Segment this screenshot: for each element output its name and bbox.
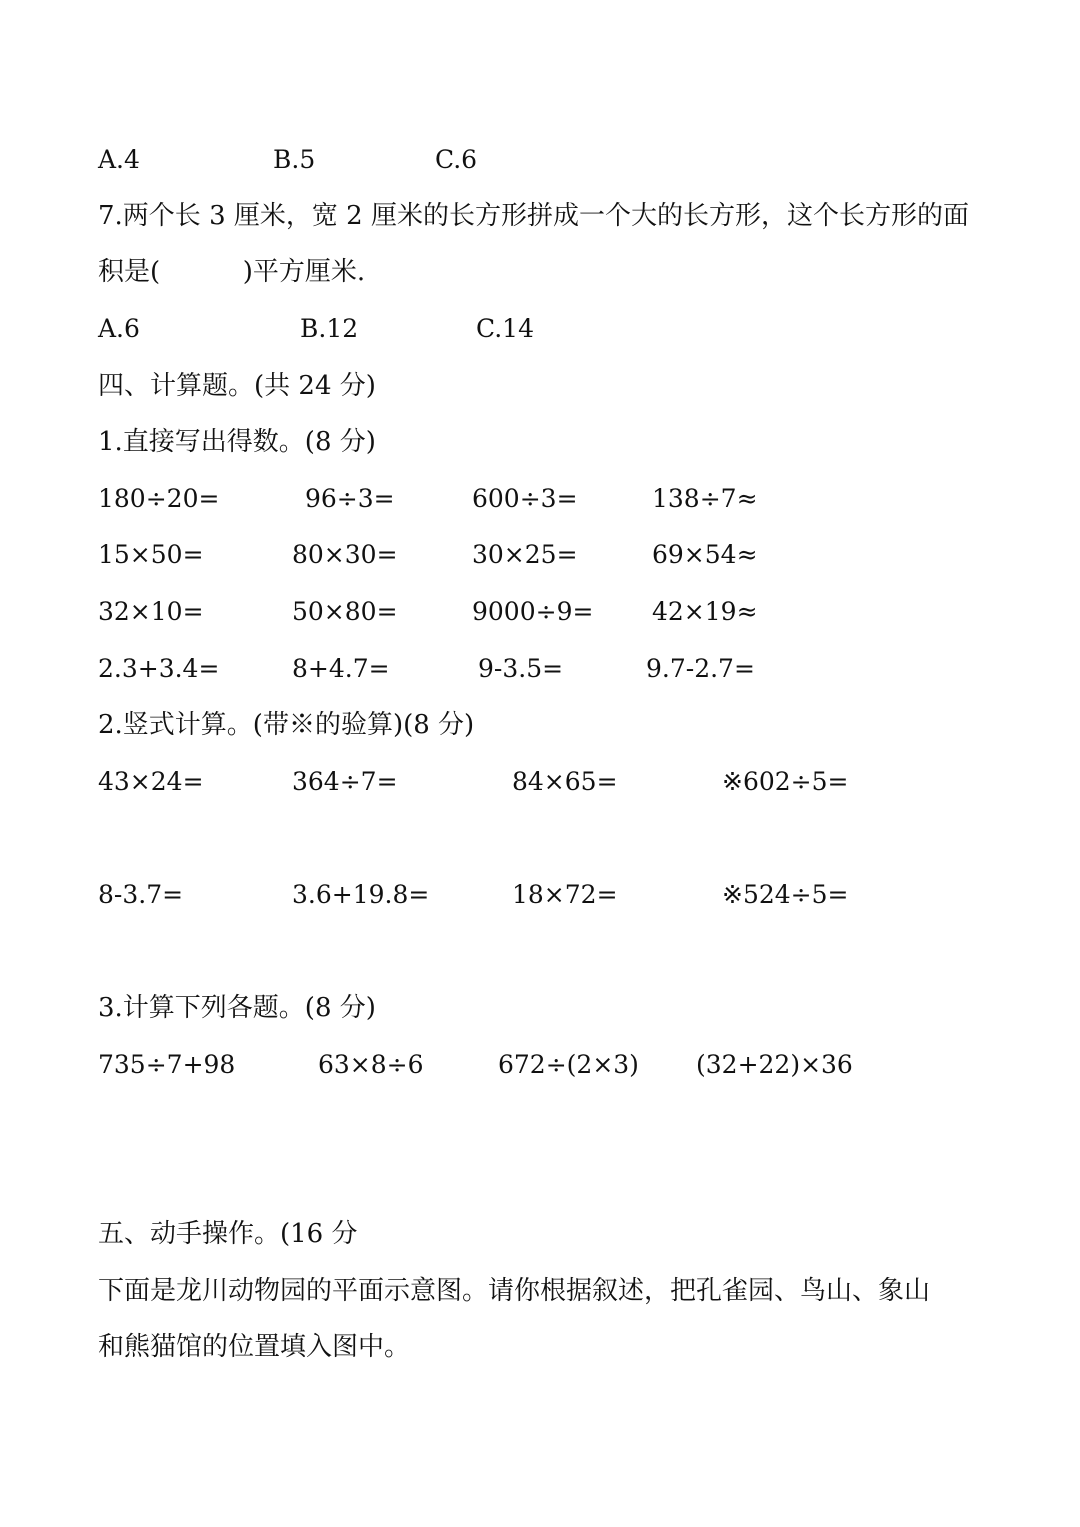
part3-item-3: 672÷(2×3) [498, 1050, 639, 1079]
part1-r4-c2: 8+4.7= [292, 654, 390, 683]
part1-r4-c1: 2.3+3.4= [98, 654, 220, 683]
part1-r1-c1: 180÷20= [98, 484, 220, 513]
part1-r1-c4: 138÷7≈ [652, 484, 758, 513]
part1-r2-c2: 80×30= [292, 540, 398, 569]
part1-r3-c1: 32×10= [98, 597, 204, 626]
part2-r2-c2: 3.6+19.8= [292, 880, 430, 909]
part3-item-1: 735÷7+98 [98, 1050, 236, 1079]
q7-text-line2: 积是( )平方厘米. [98, 257, 366, 287]
part1-r1-c3: 600÷3= [472, 484, 578, 513]
part2-r2-c4: ※524÷5= [722, 880, 849, 909]
part1-r2-c1: 15×50= [98, 540, 204, 569]
part2-r2-c1: 8-3.7= [98, 880, 184, 909]
part2-r1-c4: ※602÷5= [722, 767, 849, 796]
part2-r1-c1: 43×24= [98, 767, 204, 796]
part1-r4-c4: 9.7-2.7= [646, 654, 755, 683]
part1-r3-c3: 9000÷9= [472, 597, 594, 626]
part2-r1-c3: 84×65= [512, 767, 618, 796]
part1-r3-c2: 50×80= [292, 597, 398, 626]
part1-r2-c4: 69×54≈ [652, 540, 758, 569]
section5-text-line1: 下面是龙川动物园的平面示意图。请你根据叙述，把孔雀园、鸟山、象山 [98, 1276, 931, 1306]
part1-r4-c3: 9-3.5= [478, 654, 564, 683]
q7-option-a: A.6 [98, 314, 140, 343]
part3-item-4: (32+22)×36 [696, 1050, 853, 1079]
section5-text-line2: 和熊猫馆的位置填入图中。 [98, 1332, 411, 1362]
q6-option-b: B.5 [273, 145, 316, 174]
part1-r3-c4: 42×19≈ [652, 597, 758, 626]
part2-r1-c2: 364÷7= [292, 767, 398, 796]
q6-option-a: A.4 [98, 145, 140, 174]
q6-option-c: C.6 [435, 145, 478, 174]
q7-option-b: B.12 [300, 314, 359, 343]
part1-title: 1.直接写出得数。(8 分) [98, 427, 376, 457]
part1-r2-c3: 30×25= [472, 540, 578, 569]
part3-title: 3.计算下列各题。(8 分) [98, 993, 376, 1023]
part2-title: 2.竖式计算。(带※的验算)(8 分) [98, 710, 475, 740]
section5-title: 五、动手操作。(16 分 [98, 1219, 358, 1249]
part1-r1-c2: 96÷3= [305, 484, 395, 513]
section4-title: 四、计算题。(共 24 分) [98, 371, 376, 401]
q7-option-c: C.14 [476, 314, 534, 343]
part3-item-2: 63×8÷6 [318, 1050, 424, 1079]
part2-r2-c3: 18×72= [512, 880, 618, 909]
q7-text-line1: 7.两个长 3 厘米，宽 2 厘米的长方形拼成一个大的长方形，这个长方形的面 [98, 201, 969, 231]
